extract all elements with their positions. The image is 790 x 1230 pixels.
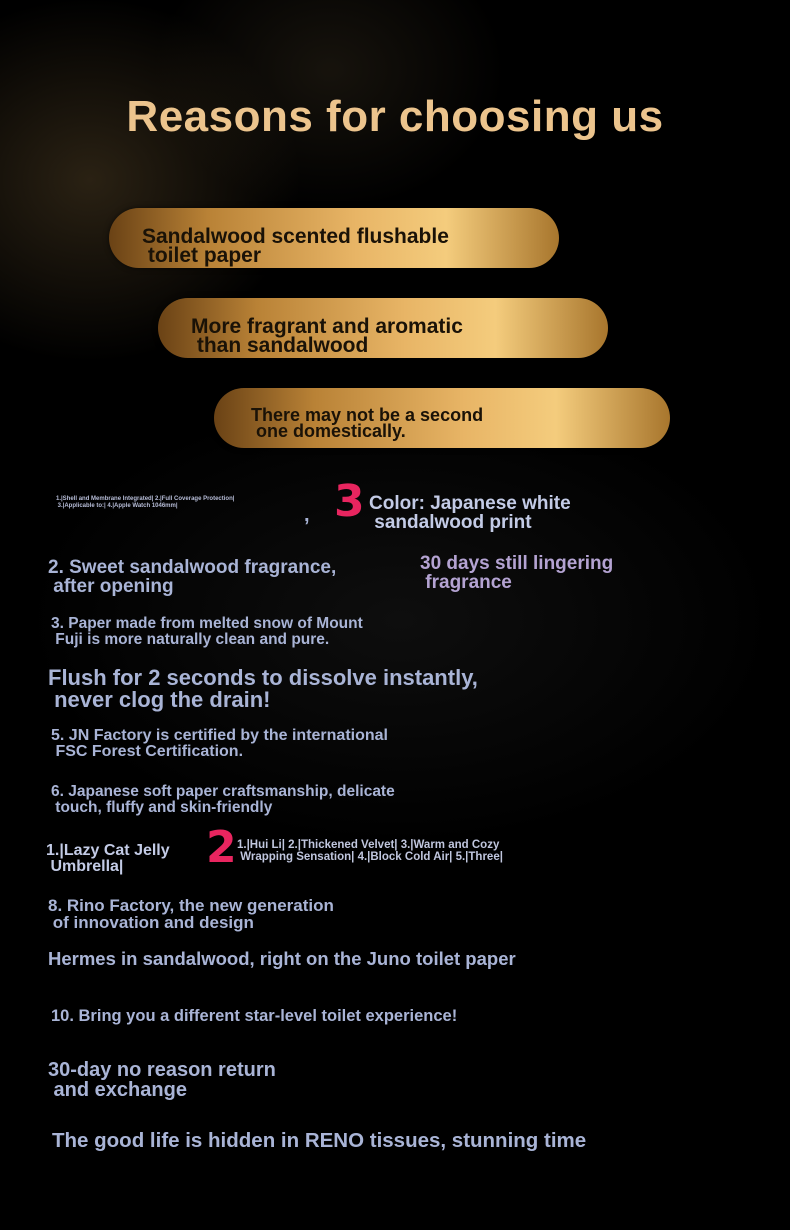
badge-text: More fragrant and aromatic than sandalwood — [191, 315, 463, 357]
feature-hermes-sandalwood: Hermes in sandalwood, right on the Juno toilet paper — [48, 948, 516, 969]
number-3-badge: 3 — [334, 476, 365, 527]
badge-text: There may not be a second one domestically. — [251, 405, 484, 442]
small-spec-text: 1.|Hui Li| 2.|Thickened Velvet| 3.|Warm and Cozy Wrapping Sensation| 4.|Block Cold Air| 5.|Three| — [237, 839, 503, 863]
feature-color: Color: Japanese white sandalwood print — [369, 493, 571, 533]
feature-soft-paper: 6. Japanese soft paper craftsmanship, delicate touch, fluffy and skin-friendly — [51, 783, 395, 816]
feature-fsc-certification: 5. JN Factory is certified by the international FSC Forest Certification. — [51, 727, 388, 760]
tiny-spec-text: 1.|Shell and Membrane Integrated| 2.|Full Coverage Protection| 3.|Applicable to:| 4.|Apple Watch 1046mm| — [56, 496, 235, 510]
feature-rino-factory: 8. Rino Factory, the new generation of innovation and design — [48, 896, 334, 932]
page-title: Reasons for choosing us — [126, 92, 664, 141]
badge-text: Sandalwood scented flushable toilet paper — [142, 225, 449, 267]
badge-no-second — [214, 388, 670, 448]
badge-sandalwood-scented — [109, 208, 559, 268]
feature-flush-dissolve: Flush for 2 seconds to dissolve instantly, never clog the drain! — [48, 665, 478, 712]
comma: , — [304, 504, 310, 526]
feature-return-exchange: 30-day no reason return and exchange — [48, 1059, 276, 1101]
feature-good-life: The good life is hidden in RENO tissues, stunning time — [52, 1129, 587, 1152]
feature-lazy-cat: 1.|Lazy Cat Jelly Umbrella| — [46, 842, 170, 875]
badge-more-fragrant — [158, 298, 608, 358]
feature-star-level: 10. Bring you a different star-level toilet experience! — [51, 1007, 458, 1025]
feature-sweet-fragrance: 2. Sweet sandalwood fragrance, after opening — [48, 557, 337, 597]
feature-lingering-fragrance: 30 days still lingering fragrance — [420, 553, 614, 593]
number-2-badge: 2 — [206, 822, 237, 873]
feature-mount-fuji-paper: 3. Paper made from melted snow of Mount Fuji is more naturally clean and pure. — [51, 615, 363, 648]
